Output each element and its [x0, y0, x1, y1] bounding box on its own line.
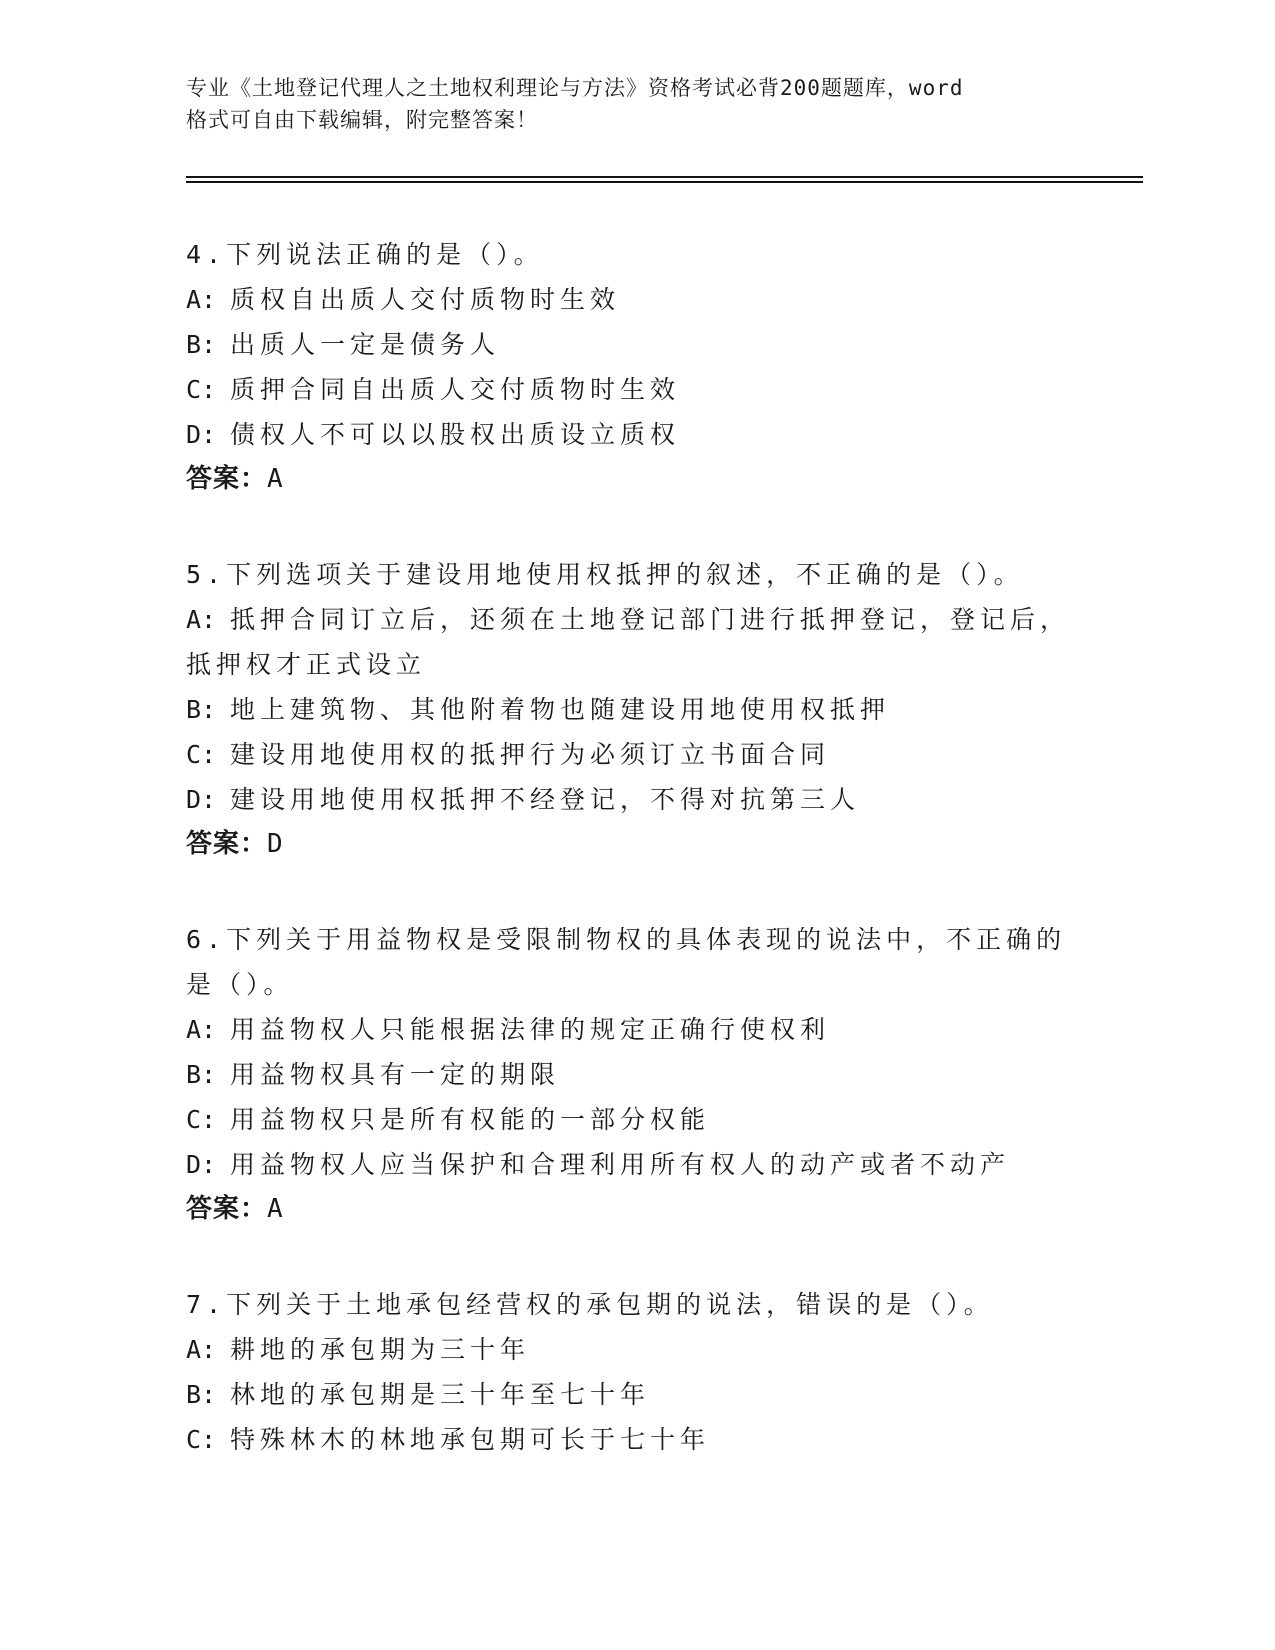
- question-stem: 5.下列选项关于建设用地使用权抵押的叙述，不正确的是（）。: [186, 560, 1024, 589]
- option-label: C:: [186, 740, 217, 769]
- question-6: [186, 917, 1086, 1232]
- option-text: 林地的承包期是三十年至七十年: [230, 1380, 651, 1409]
- option-text: 建设用地使用权抵押不经登记，不得对抗第三人: [230, 785, 861, 814]
- option-label: A:: [186, 1015, 217, 1044]
- option-label: D:: [186, 420, 217, 449]
- option-text: 用益物权人只能根据法律的规定正确行使权利: [230, 1015, 831, 1044]
- option-a: [186, 1007, 1086, 1052]
- option-d: [186, 777, 1086, 822]
- option-text: 地上建筑物、其他附着物也随建设用地使用权抵押: [230, 695, 891, 724]
- question-list: [186, 232, 1086, 1512]
- option-c: [186, 1417, 1086, 1462]
- option-text: 耕地的承包期为三十年: [230, 1335, 531, 1364]
- option-text: 质押合同自出质人交付质物时生效: [230, 375, 681, 404]
- option-c: [186, 1097, 1086, 1142]
- answer-value: A: [267, 1194, 284, 1224]
- option-text: 质权自出质人交付质物时生效: [230, 285, 621, 314]
- option-text: 建设用地使用权的抵押行为必须订立书面合同: [230, 740, 831, 769]
- document-header: [186, 72, 1086, 136]
- option-a: [186, 597, 1086, 687]
- option-text: 用益物权人应当保护和合理利用所有权人的动产或者不动产: [230, 1150, 1011, 1179]
- option-d: [186, 412, 1086, 457]
- option-b: [186, 1052, 1086, 1097]
- option-label: B:: [186, 330, 217, 359]
- answer-line: [186, 457, 1086, 502]
- option-label: A:: [186, 605, 217, 634]
- option-label: D:: [186, 785, 217, 814]
- header-line-2: 格式可自由下载编辑，附完整答案！: [186, 108, 538, 132]
- option-label: C:: [186, 375, 217, 404]
- question-4: [186, 232, 1086, 502]
- option-text: 用益物权只是所有权能的一部分权能: [230, 1105, 711, 1134]
- answer-line: [186, 822, 1086, 867]
- question-stem: 4.下列说法正确的是（）。: [186, 240, 544, 269]
- question-7: [186, 1282, 1086, 1462]
- question-stem: 6.下列关于用益物权是受限制物权的具体表现的说法中，不正确的是（）。: [186, 925, 1067, 999]
- option-c: [186, 367, 1086, 412]
- option-a: [186, 277, 1086, 322]
- option-label: C:: [186, 1425, 217, 1454]
- option-text: 抵押合同订立后，还须在土地登记部门进行抵押登记，登记后，抵押权才正式设立: [186, 605, 1071, 679]
- option-text: 出质人一定是债务人: [230, 330, 501, 359]
- answer-value: A: [267, 464, 284, 494]
- header-line-1: 专业《土地登记代理人之土地权利理论与方法》资格考试必背200题题库，word: [186, 76, 964, 100]
- header-rule-top: [186, 176, 1143, 178]
- question-stem: 7.下列关于土地承包经营权的承包期的说法，错误的是（）。: [186, 1290, 994, 1319]
- option-b: [186, 687, 1086, 732]
- option-a: [186, 1327, 1086, 1372]
- option-text: 用益物权具有一定的期限: [230, 1060, 561, 1089]
- answer-label: 答案：: [186, 464, 268, 494]
- answer-label: 答案：: [186, 829, 268, 859]
- option-b: [186, 322, 1086, 367]
- option-label: B:: [186, 695, 217, 724]
- answer-label: 答案：: [186, 1194, 268, 1224]
- answer-line: [186, 1187, 1086, 1232]
- question-5: [186, 552, 1086, 867]
- option-label: A:: [186, 285, 217, 314]
- option-d: [186, 1142, 1086, 1187]
- option-label: D:: [186, 1150, 217, 1179]
- option-text: 债权人不可以以股权出质设立质权: [230, 420, 681, 449]
- header-rule-bottom: [186, 181, 1143, 183]
- option-label: B:: [186, 1060, 217, 1089]
- option-label: B:: [186, 1380, 217, 1409]
- option-label: A:: [186, 1335, 217, 1364]
- option-label: C:: [186, 1105, 217, 1134]
- option-c: [186, 732, 1086, 777]
- answer-value: D: [267, 829, 284, 859]
- option-b: [186, 1372, 1086, 1417]
- option-text: 特殊林木的林地承包期可长于七十年: [230, 1425, 711, 1454]
